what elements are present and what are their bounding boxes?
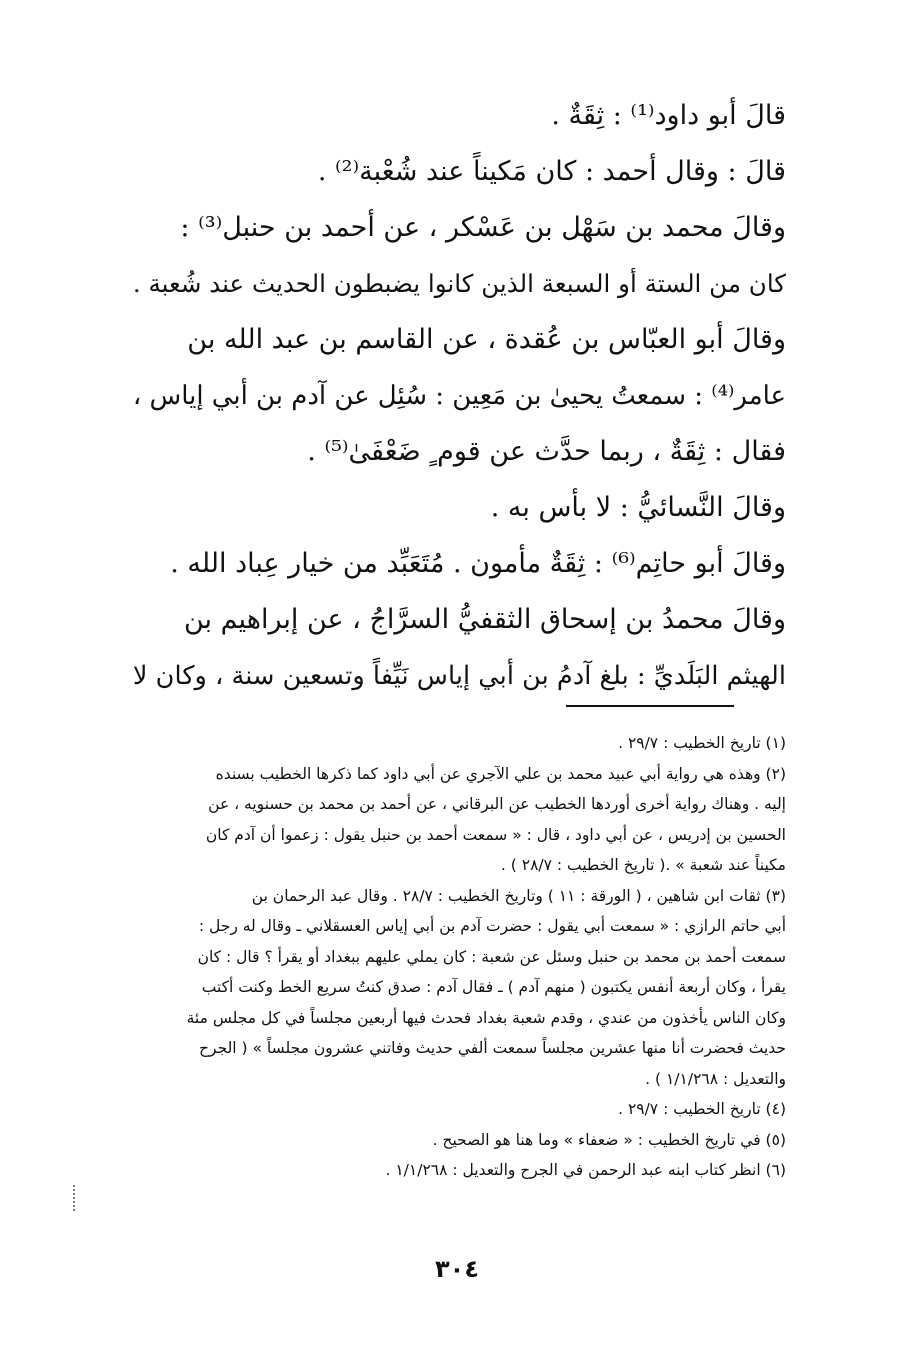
footnote-line: (٥) في تاريخ الخطيب : « ضعفاء » وما هنا هو الصحيح . bbox=[432, 1130, 786, 1149]
main-text-line: قالَ أبو داود⁽¹⁾ : ثِقَةٌ . bbox=[551, 100, 786, 131]
main-text-line: وقالَ أبو العبّاس بن عُقدة ، عن القاسم بن عبد الله بن bbox=[187, 324, 786, 355]
footnotes-block bbox=[116, 728, 786, 1186]
footnote-line: وكان الناس يأخذون من عندي ، وقدم شعبة بغداد فحدث فيها أربعين مجلساً في كل مجلس مئة bbox=[186, 1008, 786, 1027]
main-text-line: الهيثم البَلَديِّ : بلغ آدمُ بن أبي إياس نَيِّفاً وتسعين سنة ، وكان لا bbox=[132, 661, 786, 691]
main-text-line: وقالَ محمد بن سَهْل بن عَسْكر ، عن أحمد بن حنبل⁽³⁾ : bbox=[180, 212, 786, 243]
footnote-line: مكيناً عند شعبة » .( تاريخ الخطيب : ٢٨/٧ ) . bbox=[500, 856, 786, 874]
main-text-line: قالَ : وقال أحمد : كان مَكيناً عند شُعْبة⁽²⁾ . bbox=[317, 156, 786, 187]
footnote-line: (١) تاريخ الخطيب : ٢٩/٧ . bbox=[618, 734, 786, 752]
footnote-line: والتعديل : ١/١/٢٦٨ ) . bbox=[645, 1069, 786, 1088]
main-text-line: فقال : ثِقَةٌ ، ربما حدَّث عن قوم ٍ ضَعْفَىٰ⁽⁵⁾ . bbox=[307, 436, 786, 467]
footnote-line: سمعت أحمد بن محمد بن حنبل وسئل عن شعبة : كان يملي عليهم ببغداد أو يقرأ ؟ قال : كان bbox=[197, 947, 786, 966]
footnote-separator bbox=[566, 705, 734, 707]
footnote-line: (٦) انظر كتاب ابنه عبد الرحمن في الجرح والتعديل : ١/١/٢٦٨ . bbox=[385, 1161, 786, 1179]
footnote-line: إليه . وهناك رواية أخرى أوردها الخطيب عن البرقاني ، عن أحمد بن محمد بن حسنويه ، عن bbox=[208, 795, 786, 813]
main-text-line: وقالَ النَّسائيُّ : لا بأس به . bbox=[490, 492, 786, 523]
footnote-line: (٣) ثقات ابن شاهين ، ( الورقة : ١١ ) وتاريخ الخطيب : ٢٨/٧ . وقال عبد الرحمان بن bbox=[251, 886, 786, 905]
main-text-line: عامر⁽⁴⁾ : سمعتُ يحيىٰ بن مَعِين : سُئِل عن آدم بن أبي إياس ، bbox=[132, 381, 786, 411]
page-number: ٣٠٤ bbox=[435, 1255, 479, 1283]
main-text-line: كان من الستة أو السبعة الذين كانوا يضبطون الحديث عند شُعبة . bbox=[132, 269, 786, 298]
scan-speck bbox=[73, 1185, 77, 1211]
main-text-line: وقالَ محمدُ بن إسحاق الثقفيُّ السرَّاجُ ، عن إبراهيم بن bbox=[183, 604, 786, 635]
main-text-block bbox=[126, 88, 786, 704]
footnote-line: (٤) تاريخ الخطيب : ٢٩/٧ . bbox=[618, 1100, 786, 1118]
footnote-line: يقرأ ، وكان أربعة أنفس يكتبون ( منهم آدم ) ـ فقال آدم : صدق كنتُ سريع الخط وكنت أكتب bbox=[201, 978, 786, 996]
footnote-line: أبي حاتم الرازي : « سمعت أبي يقول : حضرت آدم بن أبي إياس العسقلاني ـ وقال له رجل : bbox=[198, 917, 786, 935]
footnote-line: (٢) وهذه هي رواية أبي عبيد محمد بن علي الآجري عن أبي داود كما ذكرها الخطيب بسنده bbox=[215, 764, 786, 783]
main-text-line: وقالَ أبو حاتِم⁽⁶⁾ : ثِقَةٌ مأمون . مُتَعَبِّد من خيار عِباد الله . bbox=[170, 548, 786, 579]
footnote-line: الحسين بن إدريس ، عن أبي داود ، قال : « سمعت أحمد بن حنبل يقول : زعموا أن آدم كان bbox=[205, 825, 786, 844]
footnote-line: حديث فحضرت أنا منها عشرين مجلساً سمعت ألفي حديث وفاتني عشرون مجلساً » ( الجرح bbox=[199, 1039, 786, 1057]
